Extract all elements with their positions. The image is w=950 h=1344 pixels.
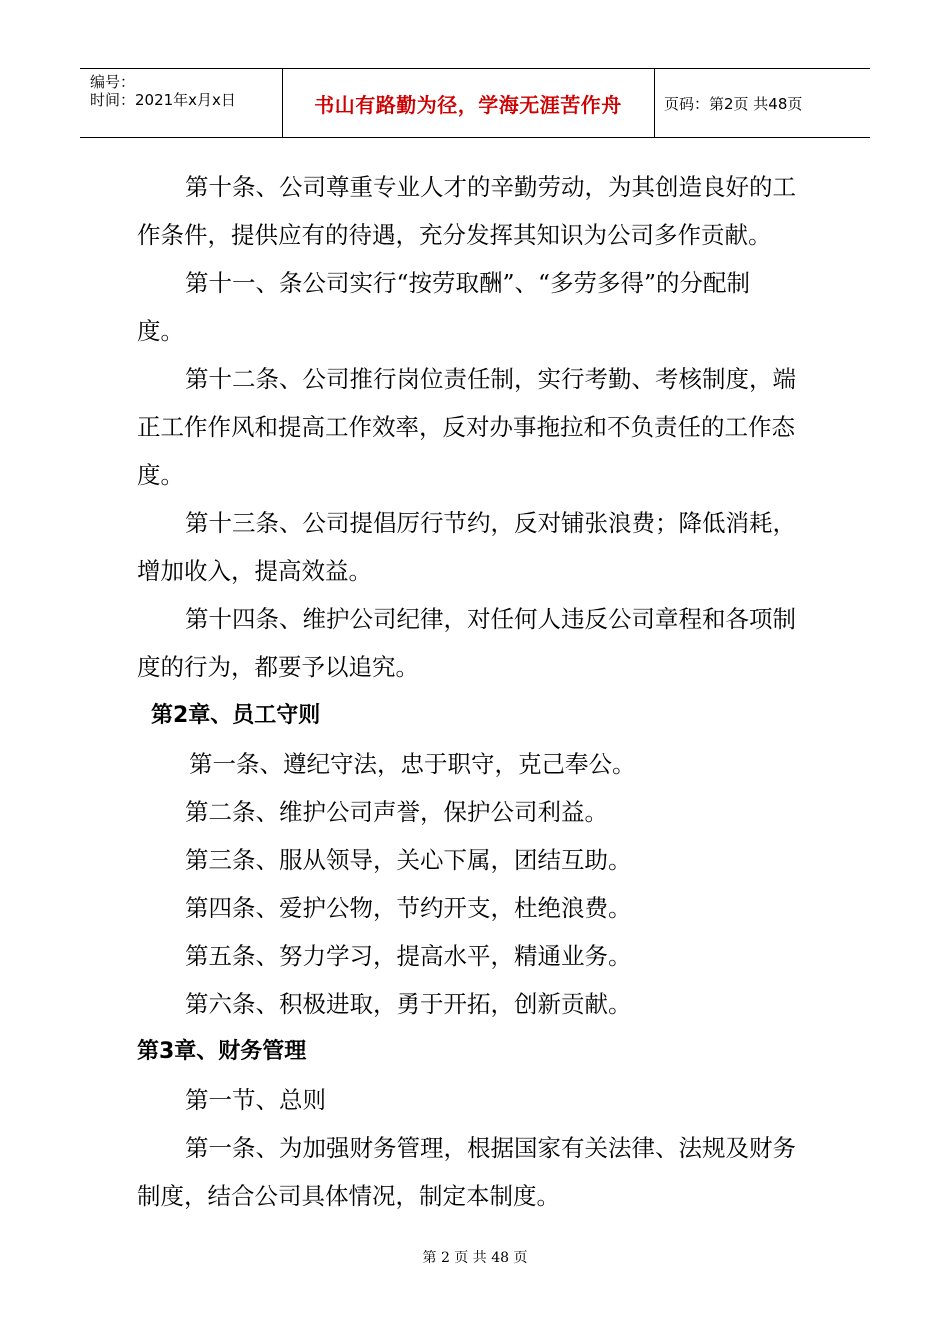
article-12-line-2: 正工作作风和提高工作效率，反对办事拖拉和不负责任的工作态 [137, 413, 795, 441]
header-page-info: 页码：第2页 共48页 [664, 94, 803, 113]
chapter-3-title: 第3章、财务管理 [137, 1039, 307, 1064]
article-13-line-1: 第十三条、公司提倡厉行节约，反对铺张浪费；降低消耗， [185, 509, 796, 537]
article-13-line-2: 增加收入，提高效益。 [137, 557, 372, 585]
chapter-3-article-1-line-2: 制度，结合公司具体情况，制定本制度。 [137, 1182, 560, 1210]
chapter-2-article-1: 第一条、遵纪守法，忠于职守，克己奉公。 [189, 750, 636, 778]
chapter-2-article-4: 第四条、爱护公物，节约开支，杜绝浪费。 [185, 894, 632, 922]
chapter-3-article-1-line-1: 第一条、为加强财务管理，根据国家有关法律、法规及财务 [185, 1134, 796, 1162]
page-footer: 第 2 页 共 48 页 [422, 1250, 528, 1266]
chapter-2-title: 第2章、员工守则 [151, 703, 321, 728]
article-12-line-3: 度。 [137, 461, 184, 489]
chapter-3-section-1: 第一节、总则 [185, 1086, 326, 1114]
article-11-line-2: 度。 [137, 317, 184, 345]
chapter-2-article-3: 第三条、服从领导，关心下属，团结互助。 [185, 846, 632, 874]
article-14-line-1: 第十四条、维护公司纪律，对任何人违反公司章程和各项制 [185, 605, 796, 633]
header-divider [654, 69, 655, 137]
chapter-2-article-6: 第六条、积极进取，勇于开拓，创新贡献。 [185, 990, 632, 1018]
header-motto: 书山有路勤为径，学海无涯苦作舟 [314, 92, 622, 117]
chapter-2-article-5: 第五条、努力学习，提高水平，精通业务。 [185, 942, 632, 970]
header-meta [90, 73, 236, 109]
document-number-label: 编号： [90, 73, 136, 91]
article-11-line-1: 第十一、条公司实行“按劳取酬”、“多劳多得”的分配制 [185, 269, 751, 297]
page-header [80, 68, 870, 138]
article-14-line-2: 度的行为，都要予以追究。 [137, 653, 419, 681]
chapter-2-article-2: 第二条、维护公司声誉，保护公司利益。 [185, 798, 608, 826]
article-10-line-1: 第十条、公司尊重专业人才的辛勤劳动，为其创造良好的工 [185, 173, 796, 201]
article-12-line-1: 第十二条、公司推行岗位责任制，实行考勤、考核制度，端 [185, 365, 796, 393]
article-10-line-2: 作条件，提供应有的待遇，充分发挥其知识为公司多作贡献。 [137, 221, 772, 249]
document-time-label: 时间：2021年x月x日 [90, 91, 236, 109]
